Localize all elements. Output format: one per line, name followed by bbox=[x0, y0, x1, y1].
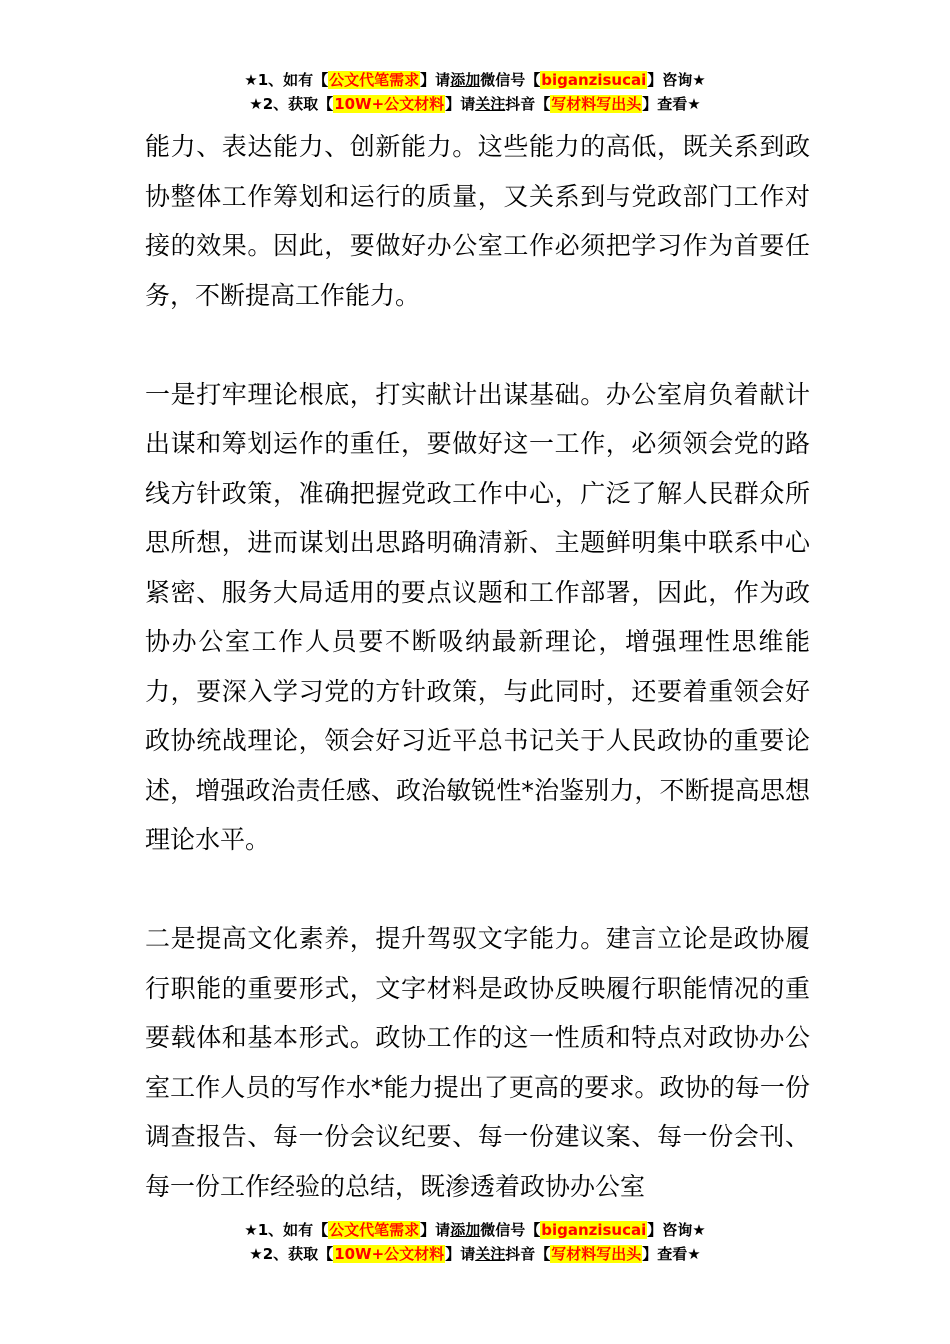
banner-text: 】请 bbox=[445, 95, 476, 113]
banner-line-2 bbox=[0, 92, 950, 116]
banner-text: 】查看★ bbox=[642, 1245, 701, 1263]
banner-line-2 bbox=[0, 1242, 950, 1266]
header-banner bbox=[0, 68, 950, 116]
highlight-douyin-account: 写材料写出头 bbox=[551, 95, 642, 113]
banner-text: 微信号【 bbox=[480, 1221, 541, 1239]
highlight-service: 公文代笔需求 bbox=[329, 1221, 420, 1239]
paragraph-spacer bbox=[145, 320, 810, 370]
document-body bbox=[145, 122, 810, 1211]
banner-text: 】咨询★ bbox=[647, 71, 706, 89]
footer-banner bbox=[0, 1218, 950, 1266]
paragraph-spacer bbox=[145, 865, 810, 915]
banner-text: 抖音【 bbox=[505, 95, 551, 113]
banner-emphasis: 关注 bbox=[475, 1245, 506, 1263]
banner-emphasis: 添加 bbox=[450, 1221, 481, 1239]
highlight-wechat-id: biganzisucai bbox=[541, 1221, 647, 1239]
banner-emphasis: 关注 bbox=[475, 95, 506, 113]
paragraph-cultural-literacy: 二是提高文化素养，提升驾驭文字能力。建言立论是政协履行职能的重要形式，文字材料是政协反映履行职能情况的重要载体和基本形式。政协工作的这一性质和特点对政协办公室工作人员的写作水*能力提出了更高的要求。政协的每一份调查报告、每一份会议纪要、每一份建议案、每一份会刊、每一份工作经验的总结，既渗透着政协办公室 bbox=[145, 924, 810, 1201]
highlight-materials: 10W+公文材料 bbox=[334, 95, 445, 113]
banner-emphasis: 添加 bbox=[450, 71, 481, 89]
banner-text: ★1、如有【 bbox=[244, 71, 329, 89]
banner-text: 】请 bbox=[445, 1245, 476, 1263]
banner-text: ★2、获取【 bbox=[249, 95, 334, 113]
paragraph-theory-foundation: 一是打牢理论根底，打实献计出谋基础。办公室肩负着献计出谋和筹划运作的重任，要做好这一工作，必须领会党的路线方针政策，准确把握党政工作中心，广泛了解人民群众所思所想，进而谋划出思路明确清新、主题鲜明集中联系中心紧密、服务大局适用的要点议题和工作部署，因此，作为政协办公室工作人员要不断吸纳最新理论，增强理性思维能力，要深入学习党的方针政策，与此同时，还要着重领会好政协统战理论，领会好习近平总书记关于人民政协的重要论述，增强政治责任感、政治敏锐性*治鉴别力，不断提高思想理论水平。 bbox=[145, 379, 810, 854]
banner-text: 】请 bbox=[420, 1221, 451, 1239]
highlight-service: 公文代笔需求 bbox=[329, 71, 420, 89]
banner-text: 】查看★ bbox=[642, 95, 701, 113]
highlight-materials: 10W+公文材料 bbox=[334, 1245, 445, 1263]
banner-text: 】请 bbox=[420, 71, 451, 89]
banner-text: 抖音【 bbox=[505, 1245, 551, 1263]
highlight-wechat-id: biganzisucai bbox=[541, 71, 647, 89]
banner-line-1 bbox=[0, 68, 950, 92]
highlight-douyin-account: 写材料写出头 bbox=[551, 1245, 642, 1263]
banner-text: ★1、如有【 bbox=[244, 1221, 329, 1239]
banner-text: ★2、获取【 bbox=[249, 1245, 334, 1263]
banner-text: 微信号【 bbox=[480, 71, 541, 89]
paragraph-continuation: 能力、表达能力、创新能力。这些能力的高低，既关系到政协整体工作筹划和运行的质量，又关系到与党政部门工作对接的效果。因此，要做好办公室工作必须把学习作为首要任务，不断提高工作能力。 bbox=[145, 132, 810, 310]
banner-text: 】咨询★ bbox=[647, 1221, 706, 1239]
banner-line-1 bbox=[0, 1218, 950, 1242]
